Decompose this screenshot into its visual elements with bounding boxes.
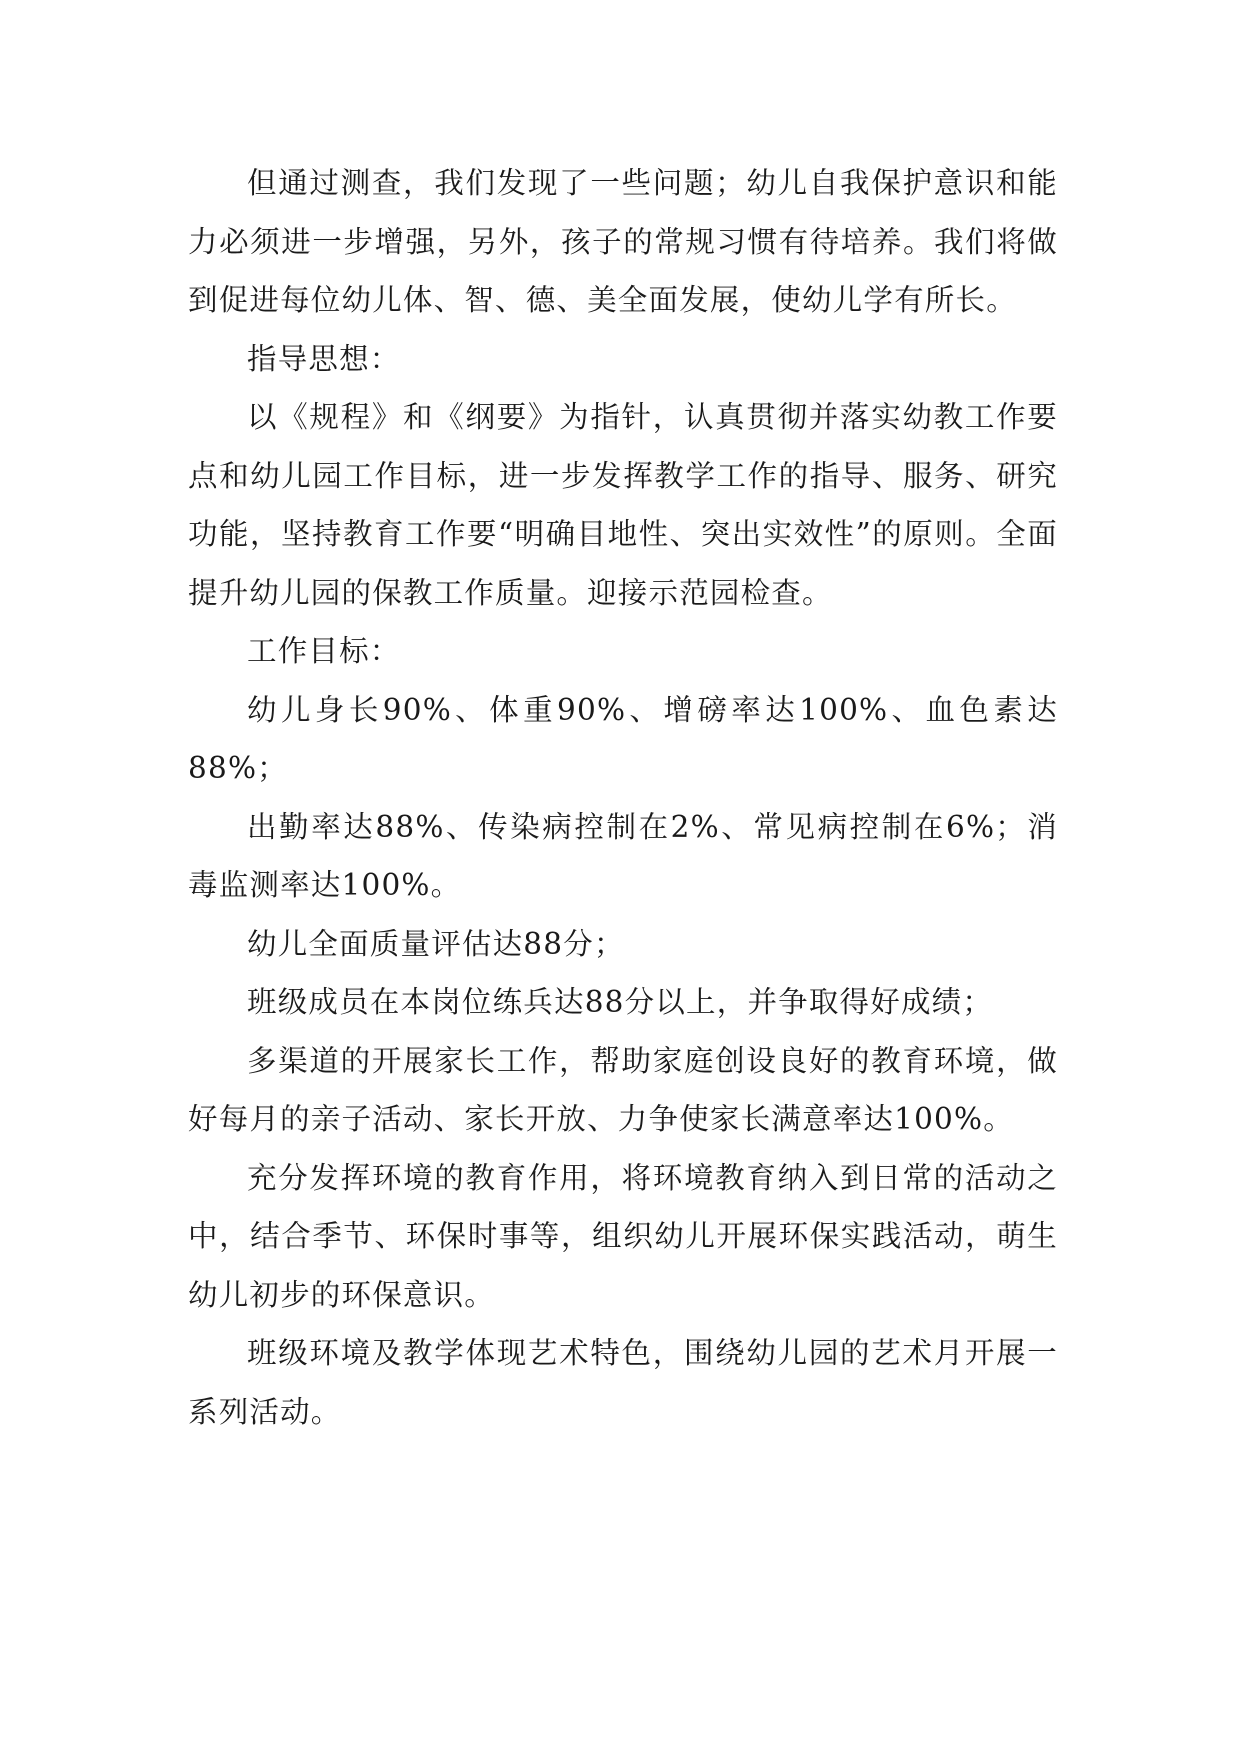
goal-attendance: 出勤率达88%、传染病控制在2%、常见病控制在6%；消毒监测率达100%。 bbox=[188, 809, 1058, 902]
goal-environment-education: 充分发挥环境的教育作用，将环境教育纳入到日常的活动之中，结合季节、环保时事等，组织幼儿开展环保实践活动，萌生幼儿初步的环保意识。 bbox=[188, 1160, 1058, 1312]
paragraph-self-protection: 但通过测查，我们发现了一些问题；幼儿自我保护意识和能力必须进一步增强，另外，孩子的常规习惯有待培养。我们将做到促进每位幼儿体、智、德、美全面发展，使幼儿学有所长。 bbox=[188, 166, 1058, 317]
paragraph-guiding-ideology: 以《规程》和《纲要》为指针，认真贯彻并落实幼教工作要点和幼儿园工作目标，进一步发挥教学工作的指导、服务、研究功能，坚持教育工作要“明确目地性、突出实效性”的原则。全面提升幼儿园的保教工作质量。迎接示范园检查。 bbox=[188, 400, 1058, 610]
document-page bbox=[188, 154, 1058, 1441]
goal-height-weight: 幼儿身长90%、体重90%、增磅率达100%、血色素达88%； bbox=[188, 692, 1058, 785]
goal-parent-work: 多渠道的开展家长工作，帮助家庭创设良好的教育环境，做好每月的亲子活动、家长开放、力争使家长满意率达100%。 bbox=[188, 1043, 1058, 1136]
goal-quality-assessment: 幼儿全面质量评估达88分； bbox=[247, 926, 625, 961]
heading-work-goals: 工作目标： bbox=[247, 634, 401, 668]
heading-guiding-ideology: 指导思想： bbox=[247, 341, 401, 376]
goal-staff-training: 班级成员在本岗位练兵达88分以上，并争取得好成绩； bbox=[247, 985, 994, 1019]
goal-art-features: 班级环境及教学体现艺术特色，围绕幼儿园的艺术月开展一系列活动。 bbox=[188, 1336, 1058, 1429]
